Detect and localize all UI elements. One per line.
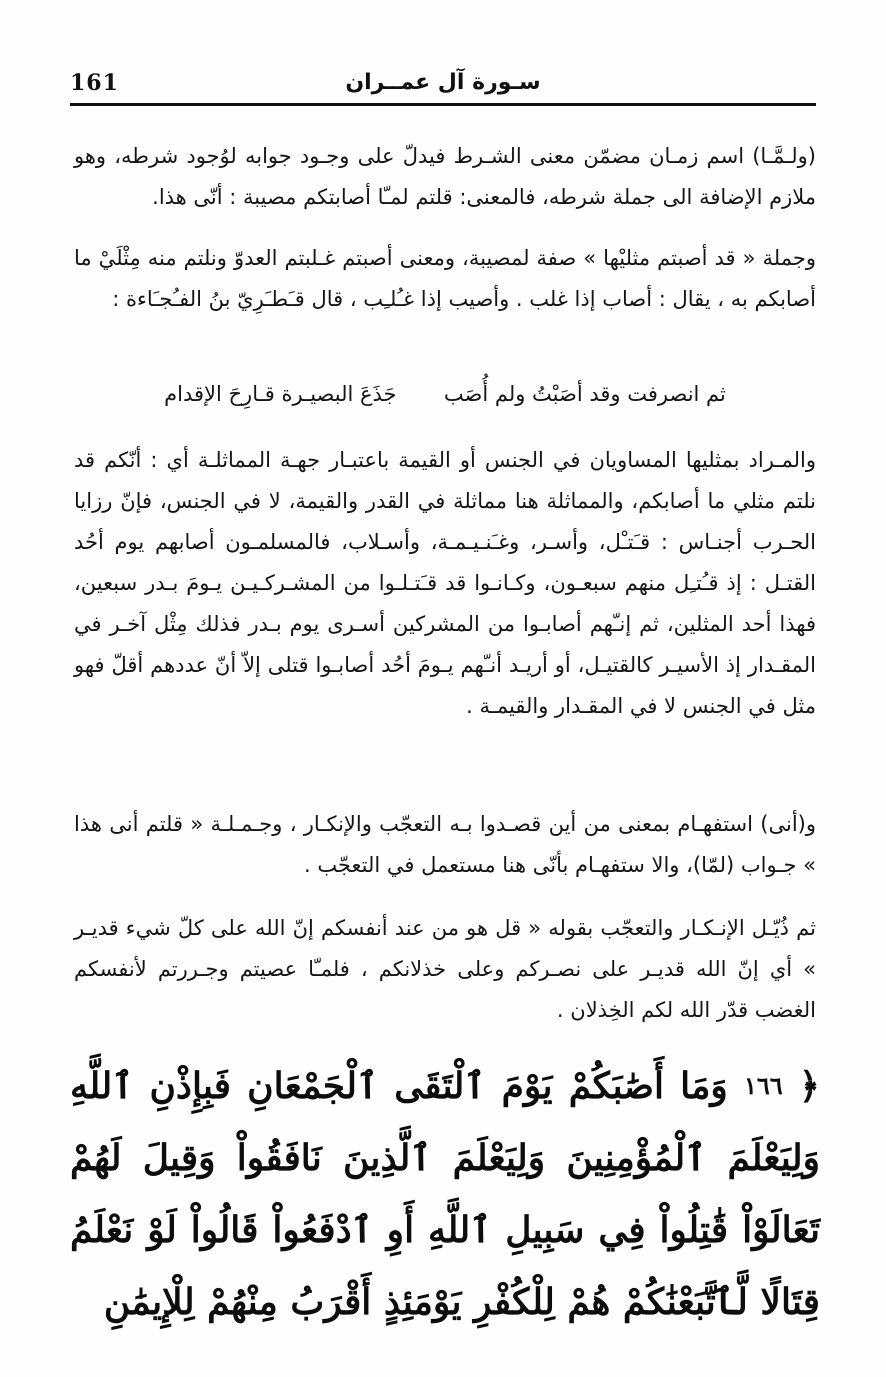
ayah-number: ١٦٦ — [744, 1071, 783, 1100]
paragraph-muraad: والمـراد بمثليها المساويان في الجنس أو القيمة باعتبـار جهـة المماثلـة أي : أنّكم قد نلتم مثلي ما أصابكم، والمماثلة هنا مماثلة في القدر والقيمة، لا في الجنس، فإنّ رزايا الحـرب أجنـاس : قـَتـْل، وأسـر، وغـَنـيـمـة، وأسـلاب، فالمسلمـون أصابهم يوم أحُد القتـل : إذ قـُتـِل منهم سبعـون، وكـانـوا قد قـَتـلـوا من المشـركـيـن يـومَ بـدر سبعين، فهذا أحد المثلين، ثم إنـّهم أصابـوا من المشركين أسـرى يوم بـدر فذلك مِثْل آخـر في المقـدار إذ الأسيـر كالقتيـل، أو أريـد أنـّهم يـومَ أحُد أصابـوا قتلى إلاّ أنّ عددهم أقلّ فهو مثل في الجنس لا في المقـدار والقيمـة . — [74, 448, 816, 718]
header-rule — [70, 103, 816, 106]
paragraph-mithlayha: وجملة « قد أصبتم مثليْها » صفة لمصيبة، ومعنى أصبتم غـلبتم العدوّ ونلتم منه مِثْلَيْ ما أصابكم به ، يقال : أصاب إذا غلب . وأصيب إذا غـُلـِب ، قال قـَطـَرِيّ بنُ الفـُجـَاءة : — [74, 246, 816, 311]
paragraph-anna: و(أنى) استفهـام بمعنى من أين قصـدوا بـه التعجّب والإنكـار ، وجـمـلـة « قلتم أنى هذا » جـواب (لمّا)، والا ستفهـام بأنّى هنا مستعمل في التعجّب . — [74, 812, 816, 877]
paragraph-dhuyyil: ثم ذُيّـل الإنـكـار والتعجّب بقوله « قل هو من عند أنفسكم إنّ الله على كلّ شيء قديـر » أي إنّ الله قديـر على نصـركم وعلى خذلانكم ، فلمـّا عصيتم وجـررتم لأنفسكم الغضب قدّر الله لكم الخِذلان . — [74, 916, 816, 1022]
running-title: سـورة آل عمــران — [345, 70, 541, 95]
quran-open-bracket: ﴿ — [798, 1065, 820, 1107]
quran-verse-text: وَمَا أَصَٰبَكُمْ يَوْمَ ٱلْتَقَى ٱلْجَمْعَانِ فَبِإِذْنِ ٱللَّهِ وَلِيَعْلَمَ ٱلْمُؤْمِنِينَ وَلِيَعْلَمَ ٱلَّذِينَ نَافَقُواْ وَقِيلَ لَهُمْ تَعَالَوْاْ قَٰتِلُواْ فِي سَبِيلِ ٱللَّهِ أَوِ ٱدْفَعُواْ قَالُواْ لَوْ نَعْلَمُ قِتَالًا لَّٱتَّبَعْنَٰكُمْ هُمْ لِلْكُفْرِ يَوْمَئِذٍ أَقْرَبُ مِنْهُمْ لِلْإِيمَٰنِ — [70, 1065, 820, 1323]
quran-verse-block — [70, 1050, 820, 1338]
verse-second-hemistich: جَذَعَ البصيـرة قـارِحَ الإقدام — [164, 382, 397, 406]
poetry-verse — [74, 374, 816, 415]
verse-first-hemistich: ثم انصرفت وقد أصَبْتُ ولم أُصَب — [443, 382, 726, 406]
page-header — [70, 62, 816, 106]
page-number: 161 — [70, 70, 119, 96]
paragraph-lamma: (ولـمَّـا) اسم زمـان مضمّن معنى الشـرط فيدلّ على وجـود جوابه لوُجود شرطه، وهو ملازم الإضافة الى جملة شرطه، فالمعنى: قلتم لمـّا أصابتكم مصيبة : أنّى هذا. — [74, 144, 816, 209]
